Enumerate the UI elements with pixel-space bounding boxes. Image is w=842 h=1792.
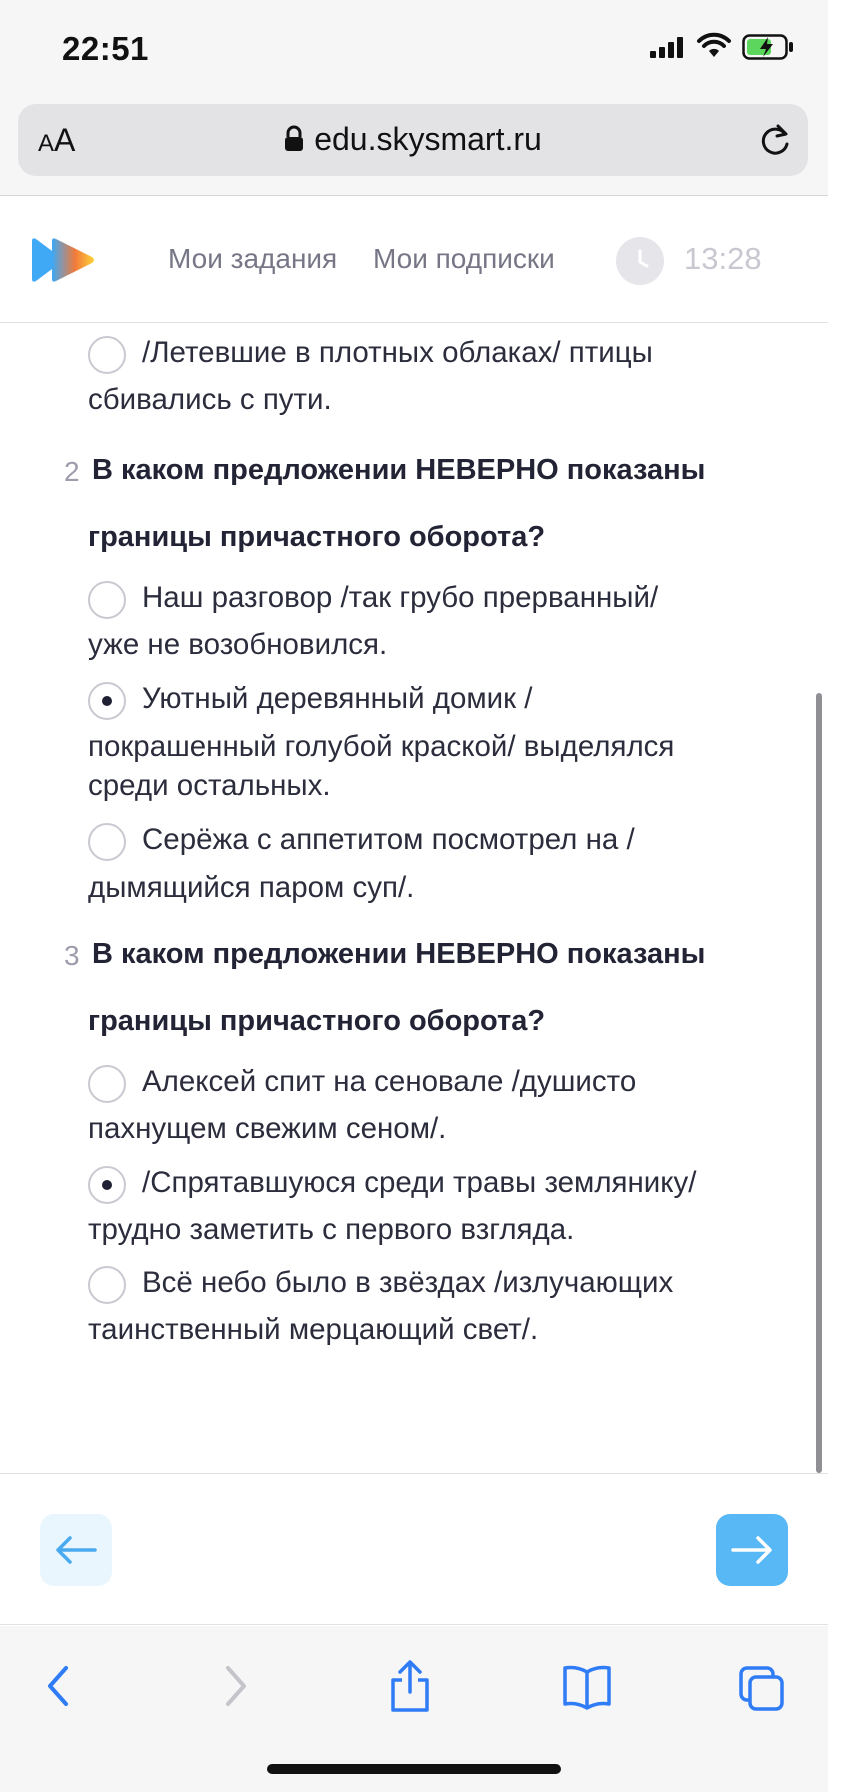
lock-icon [284,126,304,152]
browser-toolbar [0,1626,828,1792]
option-text[interactable]: Алексей спит на сеновале /душисто [142,1065,637,1098]
logo-icon [30,237,96,283]
nav-my-subscriptions[interactable]: Мои подписки [373,243,555,274]
home-indicator [267,1764,561,1774]
question-number: 2 [64,456,80,487]
option-text[interactable]: Серёжа с аппетитом посмотрел на / [142,823,635,856]
question-title: В каком предложении НЕВЕРНО показаны [92,454,706,486]
battery-charging-icon [742,34,794,60]
option-text[interactable]: таинственный мерцающий свет/. [88,1313,539,1346]
timer-value: 13:28 [684,241,762,276]
cellular-signal-icon [650,36,686,58]
url-text: edu.skysmart.ru [314,121,542,157]
question-title: границы причастного оборота? [88,521,546,553]
url-display[interactable] [18,121,808,158]
reload-button[interactable] [758,122,792,163]
option-text[interactable]: дымящийся паром суп/. [88,871,415,904]
question-title: В каком предложении НЕВЕРНО показаны [92,938,706,970]
option-radio-selected[interactable] [88,682,126,720]
option-text[interactable]: покрашенный голубой краской/ выделялся [88,730,675,763]
next-question-button[interactable] [716,1514,788,1586]
address-bar[interactable] [18,104,808,176]
option-text[interactable]: уже не возобновился. [88,628,388,661]
clock-hands-icon [616,237,664,285]
option-radio[interactable] [88,823,126,861]
book-icon [562,1658,612,1714]
option-text[interactable]: сбивались с пути. [88,383,332,416]
option-text[interactable]: Уютный деревянный домик / [142,682,533,715]
text-size-large-label: A [54,122,76,158]
test-content[interactable] [0,323,828,1473]
back-button[interactable] [40,1658,76,1719]
share-button[interactable] [388,1658,432,1719]
status-time: 22:51 [62,30,149,67]
text-size-small-label: A [38,130,55,157]
nav-my-tasks[interactable]: Мои задания [168,243,338,274]
share-icon [388,1658,432,1714]
option-text[interactable]: среди остальных. [88,769,331,802]
wifi-icon [698,35,730,59]
chevron-left-icon [40,1658,76,1714]
option-text[interactable]: /Спрятавшуюся среди травы землянику/ [142,1166,697,1199]
status-icons [650,34,794,60]
skysmart-logo[interactable] [30,237,96,288]
forward-button[interactable] [218,1658,254,1719]
option-radio-selected[interactable] [88,1166,126,1204]
option-text[interactable]: пахнущем свежим сеном/. [88,1112,447,1145]
question-navigation [0,1473,828,1625]
option-text[interactable]: Всё небо было в звёздах /излучающих [142,1266,674,1299]
site-header [0,197,828,323]
arrow-right-icon [731,1535,773,1565]
option-radio[interactable] [88,581,126,619]
option-text[interactable]: Наш разговор /так грубо прерванный/ [142,581,659,614]
question-title: границы причастного оборота? [88,1005,546,1037]
option-text[interactable]: трудно заметить с первого взгляда. [88,1213,575,1246]
bookmarks-button[interactable] [562,1658,612,1719]
question-number: 3 [64,940,80,971]
option-radio[interactable] [88,1266,126,1304]
scrollbar[interactable] [816,693,822,1473]
reload-icon [758,122,792,158]
tabs-button[interactable] [738,1658,786,1719]
browser-top-bar [0,0,828,196]
tabs-icon [738,1658,786,1714]
option-radio[interactable] [88,1065,126,1103]
option-radio[interactable] [88,336,126,374]
previous-question-button[interactable] [40,1514,112,1586]
chevron-right-icon [218,1658,254,1714]
timer-clock-icon [616,237,664,285]
arrow-left-icon [55,1535,97,1565]
option-text[interactable]: /Летевшие в плотных облаках/ птицы [142,336,653,369]
